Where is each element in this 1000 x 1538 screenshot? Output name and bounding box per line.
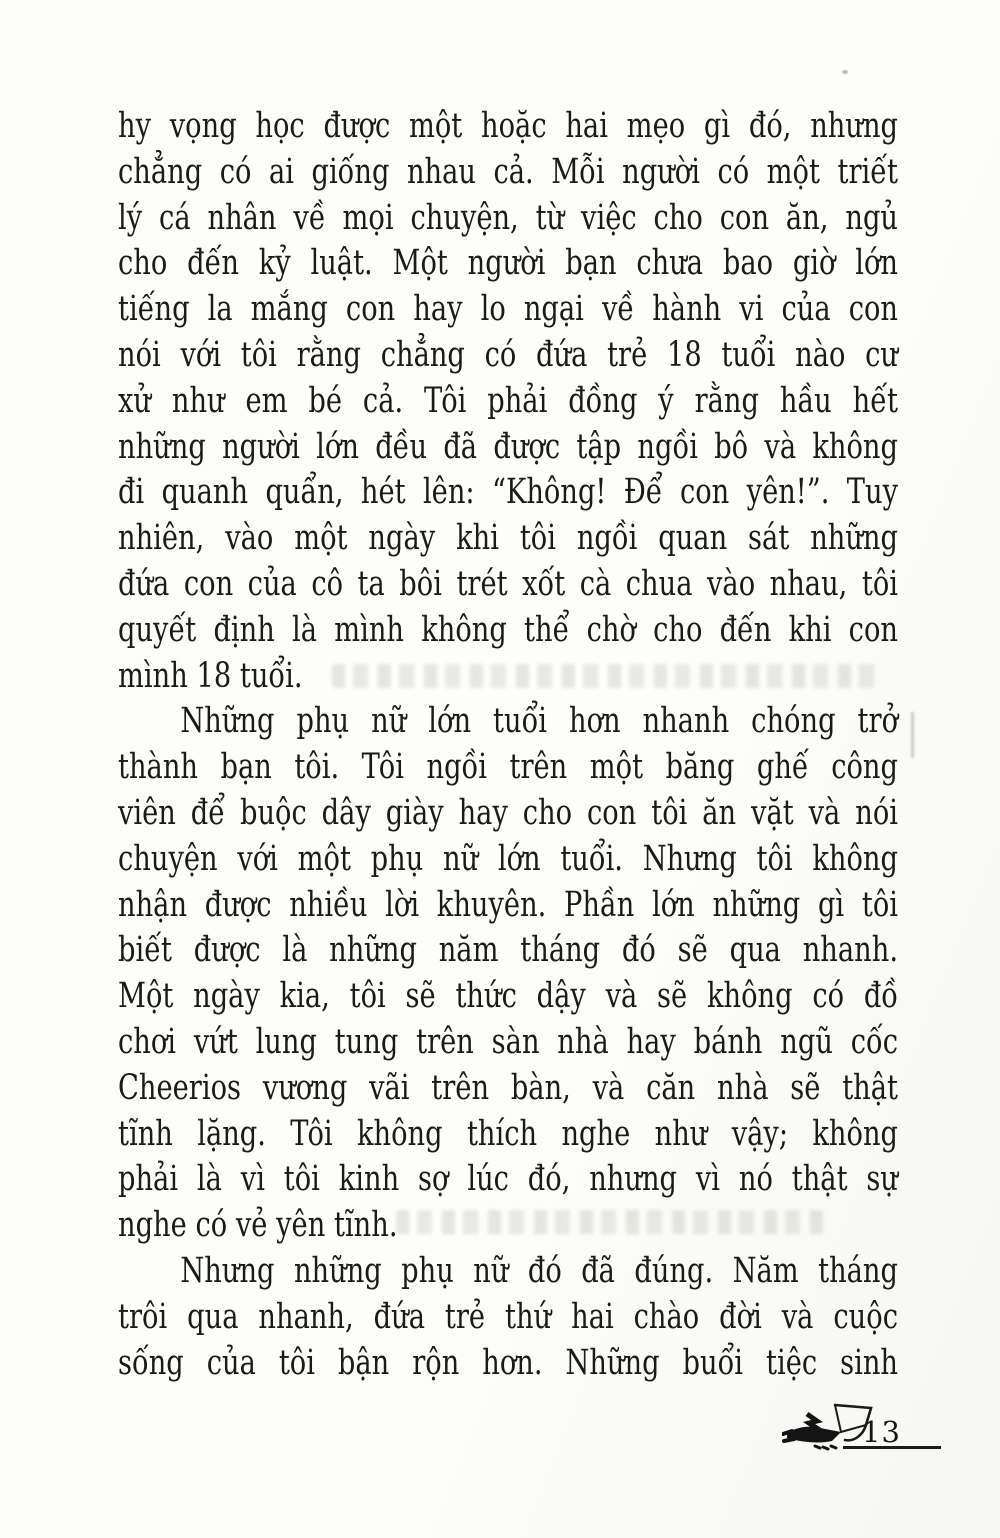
text-line: Cheerios vương vãi trên bàn, và căn nhà sẽ thật — [118, 1067, 898, 1108]
scan-speck-artifact — [842, 70, 848, 74]
text-line: Nhưng những phụ nữ đó đã đúng. Năm tháng — [180, 1250, 898, 1291]
text-line: xử như em bé cả. Tôi phải đồng ý rằng hầu hết — [118, 380, 898, 421]
text-line: chuyện với một phụ nữ lớn tuổi. Nhưng tôi không — [118, 838, 898, 879]
page-number: 13 — [862, 1415, 901, 1449]
text-line: quyết định là mình không thể chờ cho đến khi con — [118, 609, 898, 650]
print-showthrough-artifact — [332, 664, 884, 688]
text-line: lý cá nhân về mọi chuyện, từ việc cho con ăn, ngủ — [118, 197, 898, 238]
text-line: thành bạn tôi. Tôi ngồi trên một băng ghế công — [118, 747, 898, 788]
paragraph-1 — [118, 104, 898, 699]
text-line: mình 18 tuổi. — [118, 655, 303, 696]
text-line: trôi qua nhanh, đứa trẻ thứ hai chào đời và cuộc — [118, 1296, 898, 1337]
text-line: đứa con của cô ta bôi trét xốt cà chua vào nhau, tôi — [118, 563, 898, 604]
scan-edge-artifact — [911, 712, 914, 758]
paragraph-3 — [118, 1249, 898, 1386]
text-line: Một ngày kia, tôi sẽ thức dậy và sẽ không có đồ — [118, 976, 898, 1017]
text-line: viên để buộc dây giày hay cho con tôi ăn vặt và nói — [118, 792, 898, 833]
body-text — [118, 104, 898, 1386]
text-line: chẳng có ai giống nhau cả. Mỗi người có một triết — [118, 151, 898, 192]
text-line: đi quanh quẩn, hét lên: “Không! Để con yên!”. Tuy — [118, 472, 898, 513]
text-line: phải là vì tôi kinh sợ lúc đó, nhưng vì nó thật sự — [118, 1159, 898, 1200]
text-line: nghe có vẻ yên tĩnh. — [118, 1205, 398, 1246]
text-line: sống của tôi bận rộn hơn. Những buổi tiệc sinh — [118, 1342, 898, 1383]
text-line: nhận được nhiều lời khuyên. Phần lớn những gì tôi — [118, 884, 898, 925]
text-line: Những phụ nữ lớn tuổi hơn nhanh chóng trở — [180, 701, 898, 742]
text-line: nhiên, vào một ngày khi tôi ngồi quan sát những — [118, 518, 898, 559]
text-line: tiếng la mắng con hay lo ngại về hành vi của con — [118, 289, 898, 330]
text-line: cho đến kỷ luật. Một người bạn chưa bao giờ lớn — [118, 243, 898, 284]
print-showthrough-artifact — [396, 1210, 824, 1234]
text-line: hy vọng học được một hoặc hai mẹo gì đó, nhưng — [118, 106, 898, 146]
paragraph-2 — [118, 699, 898, 1249]
text-line: biết được là những năm tháng đó sẽ qua nhanh. — [118, 930, 898, 971]
text-line: tĩnh lặng. Tôi không thích nghe như vậy; không — [118, 1113, 898, 1154]
text-line: chơi vứt lung tung trên sàn nhà hay bánh ngũ cốc — [118, 1021, 898, 1062]
text-line: nói với tôi rằng chẳng có đứa trẻ 18 tuổi nào cư — [118, 334, 898, 375]
text-line: những người lớn đều đã được tập ngồi bô và không — [118, 426, 898, 467]
